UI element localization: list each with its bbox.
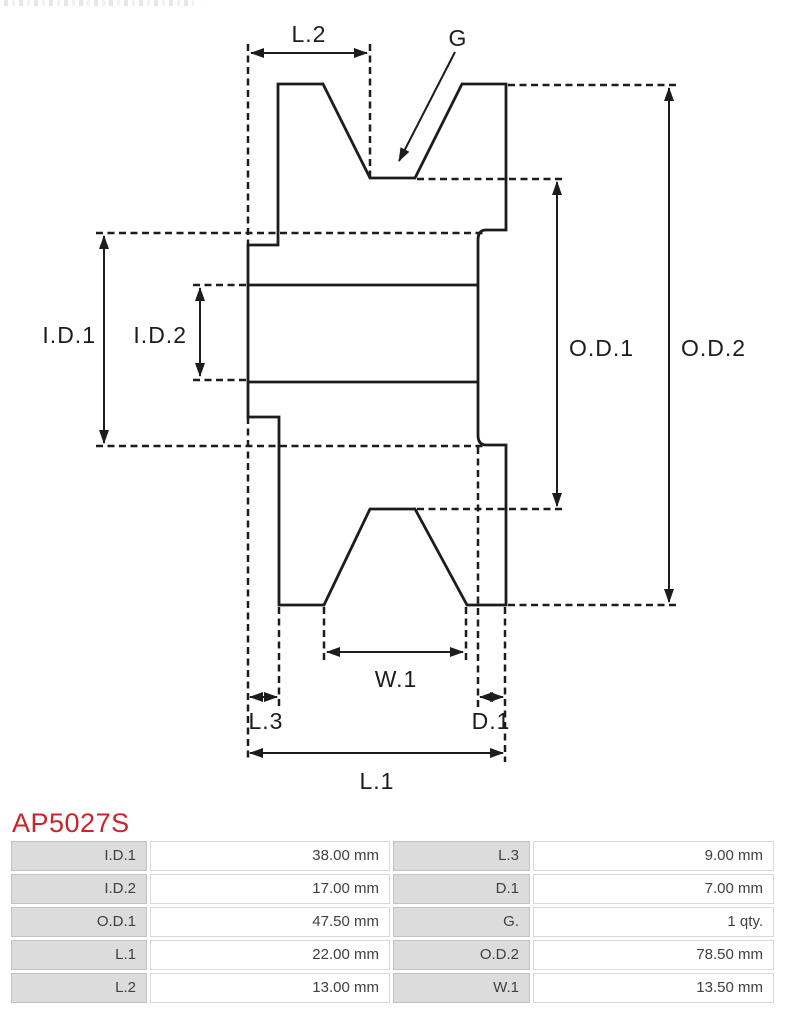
dim-label-g: G <box>448 25 468 51</box>
spec-label-cell: O.D.2 <box>393 940 530 970</box>
spec-value-cell: 78.50 mm <box>533 940 774 970</box>
dim-label-id2: I.D.2 <box>133 322 187 348</box>
spec-label-cell: G. <box>393 907 530 937</box>
dim-label-w1: W.1 <box>374 666 418 692</box>
extension-lines <box>96 44 678 762</box>
pulley-outline <box>248 84 506 605</box>
spec-label-cell: I.D.2 <box>11 874 147 904</box>
spec-table <box>11 841 774 1003</box>
leader-line-g <box>399 52 455 161</box>
spec-label-cell: O.D.1 <box>11 907 147 937</box>
spec-label-cell: L.3 <box>393 841 530 871</box>
spec-label-cell: L.2 <box>11 973 147 1003</box>
spec-value-cell: 47.50 mm <box>150 907 390 937</box>
dim-label-id1: I.D.1 <box>42 322 96 348</box>
dim-label-od2: O.D.2 <box>681 335 747 361</box>
spec-value-cell: 38.00 mm <box>150 841 390 871</box>
spec-value-cell: 9.00 mm <box>533 841 774 871</box>
dim-label-d1: D.1 <box>471 708 511 734</box>
spec-value-cell: 13.00 mm <box>150 973 390 1003</box>
dim-label-l2: L.2 <box>291 21 327 47</box>
spec-value-cell: 13.50 mm <box>533 973 774 1003</box>
dimension-lines <box>104 52 669 753</box>
spec-value-cell: 1 qty. <box>533 907 774 937</box>
spec-label-cell: L.1 <box>11 940 147 970</box>
spec-value-cell: 17.00 mm <box>150 874 390 904</box>
spec-value-cell: 22.00 mm <box>150 940 390 970</box>
spec-label-cell: I.D.1 <box>11 841 147 871</box>
spec-value-cell: 7.00 mm <box>533 874 774 904</box>
part-number: AP5027S <box>12 808 130 838</box>
spec-label-cell: D.1 <box>393 874 530 904</box>
dim-label-l1: L.1 <box>359 768 395 794</box>
pulley-body-path <box>248 84 506 605</box>
dim-label-l3: L.3 <box>248 708 284 734</box>
spec-label-cell: W.1 <box>393 973 530 1003</box>
dim-label-od1: O.D.1 <box>569 335 635 361</box>
